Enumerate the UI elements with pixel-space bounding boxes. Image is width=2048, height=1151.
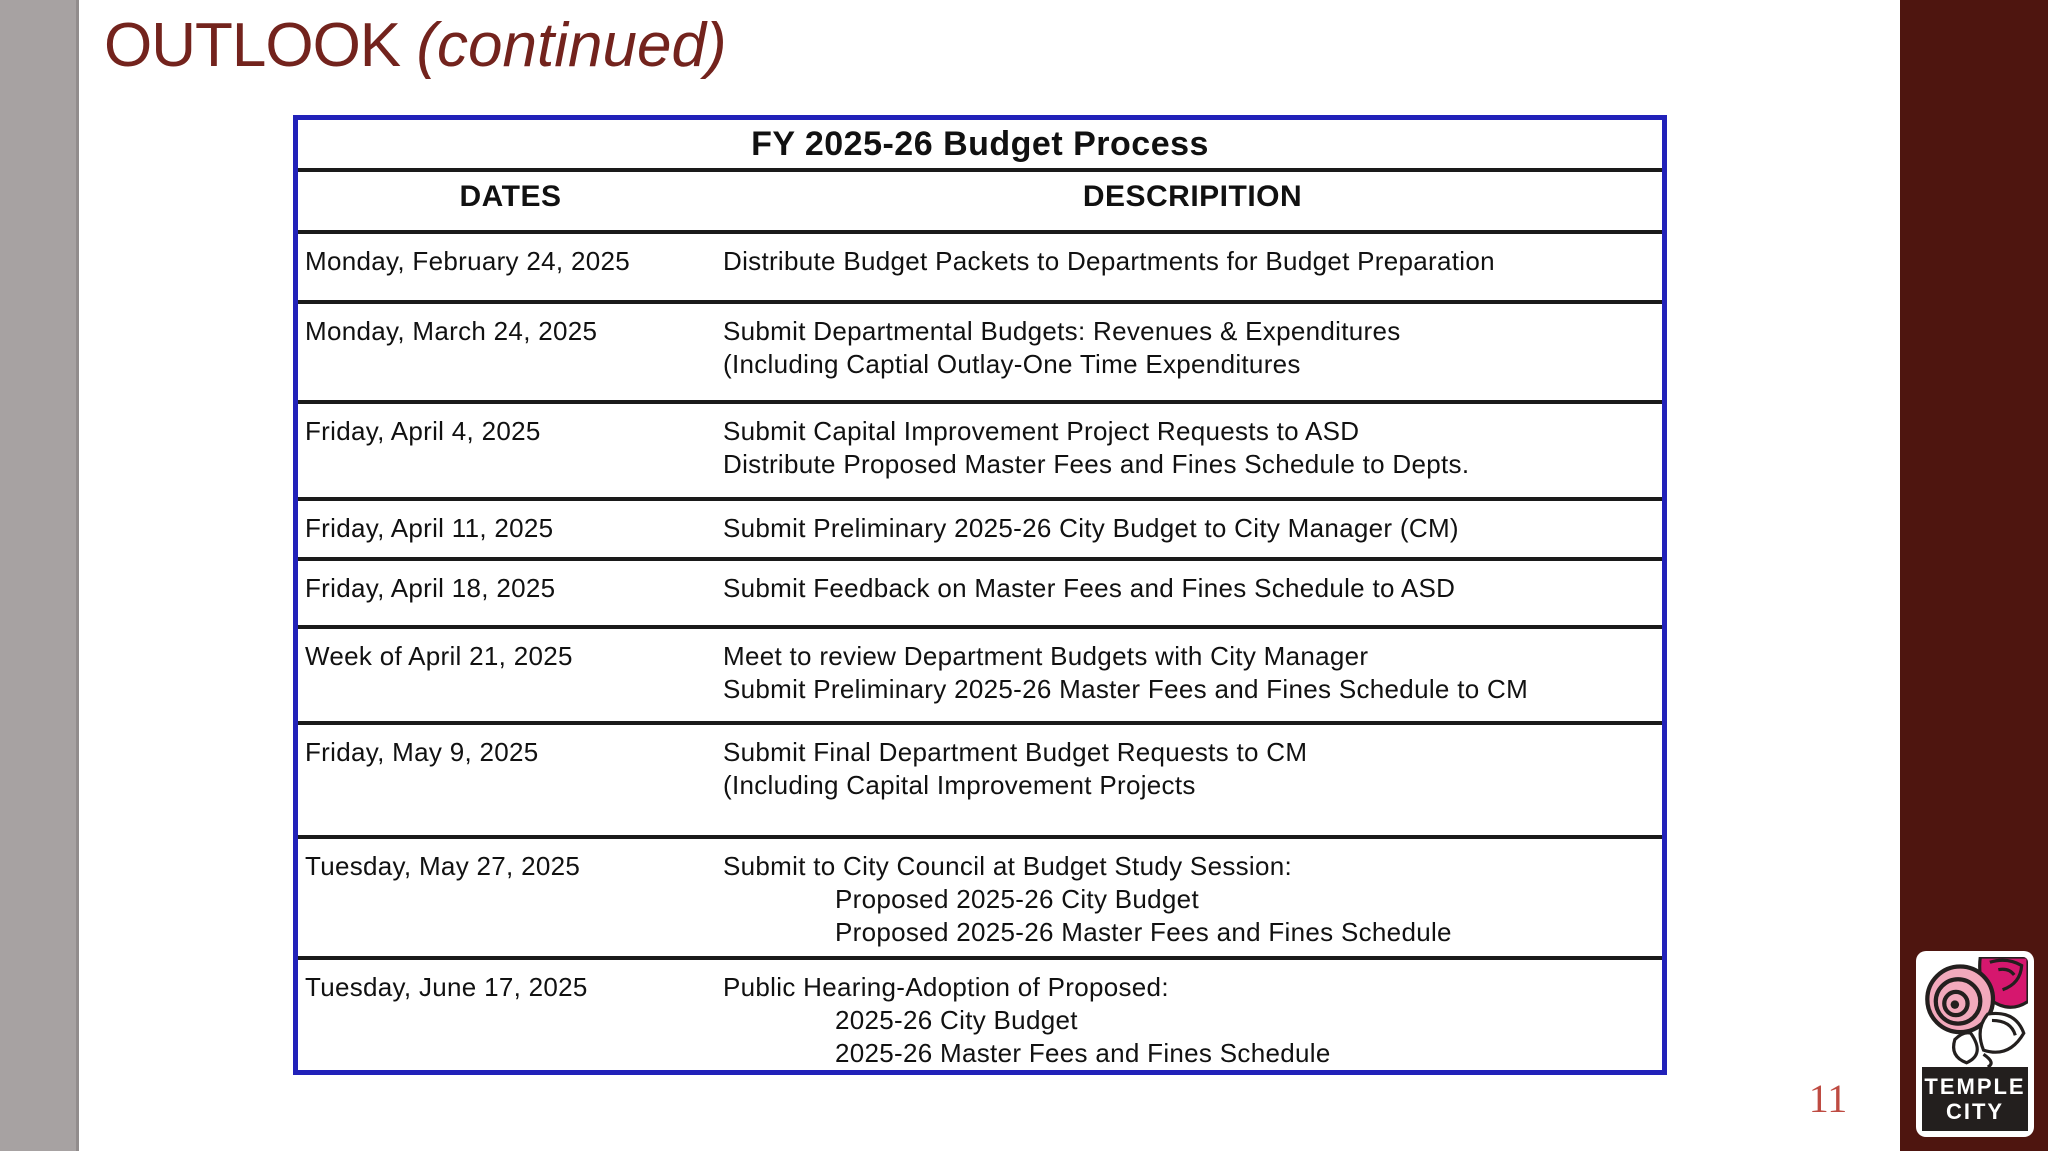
row-description — [723, 629, 1662, 721]
column-header-description: DESCRIPITION — [1082, 180, 1303, 213]
row-date: Tuesday, May 27, 2025 — [305, 851, 581, 881]
row-description — [723, 960, 1662, 1070]
row-description — [723, 501, 1662, 557]
row-date: Friday, April 18, 2025 — [305, 573, 556, 603]
description-line: Submit Final Department Budget Requests to CM — [723, 737, 1308, 767]
table-row — [298, 400, 1662, 497]
description-line: Proposed 2025-26 City Budget — [835, 884, 1199, 914]
description-line: 2025-26 Master Fees and Fines Schedule — [835, 1038, 1331, 1068]
table-row — [298, 230, 1662, 300]
page-title-suffix: (continued) — [416, 11, 727, 80]
description-line: 2025-26 City Budget — [835, 1005, 1078, 1035]
row-date: Monday, March 24, 2025 — [305, 316, 598, 346]
budget-process-table — [293, 115, 1667, 1075]
table-header-row — [298, 168, 1662, 230]
logo-label-line1: TEMPLE — [1924, 1073, 2026, 1099]
description-line: Public Hearing-Adoption of Proposed: — [723, 972, 1169, 1002]
description-line: Proposed 2025-26 Master Fees and Fines Schedule — [835, 917, 1452, 947]
row-date: Friday, April 11, 2025 — [305, 513, 554, 543]
page-title — [104, 10, 727, 81]
description-line: Submit Departmental Budgets: Revenues & Expenditures — [723, 316, 1401, 346]
row-description — [723, 304, 1662, 400]
description-line: (Including Capital Improvement Projects — [723, 770, 1196, 800]
row-description — [723, 404, 1662, 497]
table-row — [298, 625, 1662, 721]
logo-label — [1922, 1067, 2028, 1131]
description-line: Submit to City Council at Budget Study Session: — [723, 851, 1293, 881]
row-date: Week of April 21, 2025 — [305, 641, 573, 671]
description-line: Distribute Budget Packets to Departments for Budget Preparation — [723, 246, 1495, 276]
table-row — [298, 721, 1662, 835]
row-date: Monday, February 24, 2025 — [305, 246, 630, 276]
table-title: FY 2025-26 Budget Process — [751, 125, 1209, 163]
page-number: 11 — [1808, 1076, 1848, 1121]
table-row — [298, 956, 1662, 1070]
left-gray-bar — [0, 0, 79, 1151]
row-description — [723, 725, 1662, 835]
camellia-flower-svg — [1922, 957, 2028, 1067]
description-line: Submit Capital Improvement Project Requests to ASD — [723, 416, 1360, 446]
camellia-flower-icon — [1922, 957, 2028, 1067]
row-date: Tuesday, June 17, 2025 — [305, 972, 588, 1002]
row-date: Friday, May 9, 2025 — [305, 737, 539, 767]
description-line: Distribute Proposed Master Fees and Fines Schedule to Depts. — [723, 449, 1470, 479]
table-row — [298, 300, 1662, 400]
row-description — [723, 234, 1662, 300]
table-row — [298, 497, 1662, 557]
row-description — [723, 561, 1662, 625]
description-line: Submit Preliminary 2025-26 Master Fees and Fines Schedule to CM — [723, 674, 1529, 704]
description-line: Submit Preliminary 2025-26 City Budget to City Manager (CM) — [723, 513, 1459, 543]
table-rows — [298, 230, 1662, 1070]
description-line: Meet to review Department Budgets with City Manager — [723, 641, 1369, 671]
temple-city-logo — [1916, 951, 2034, 1137]
column-header-dates: DATES — [459, 180, 562, 213]
row-description — [723, 839, 1662, 956]
description-line: Submit Feedback on Master Fees and Fines Schedule to ASD — [723, 573, 1456, 603]
page-title-main: OUTLOOK — [104, 11, 401, 80]
description-line: (Including Captial Outlay-One Time Expenditures — [723, 349, 1301, 379]
row-date: Friday, April 4, 2025 — [305, 416, 541, 446]
table-row — [298, 557, 1662, 625]
logo-label-line2: CITY — [1945, 1099, 2005, 1124]
table-row — [298, 835, 1662, 956]
